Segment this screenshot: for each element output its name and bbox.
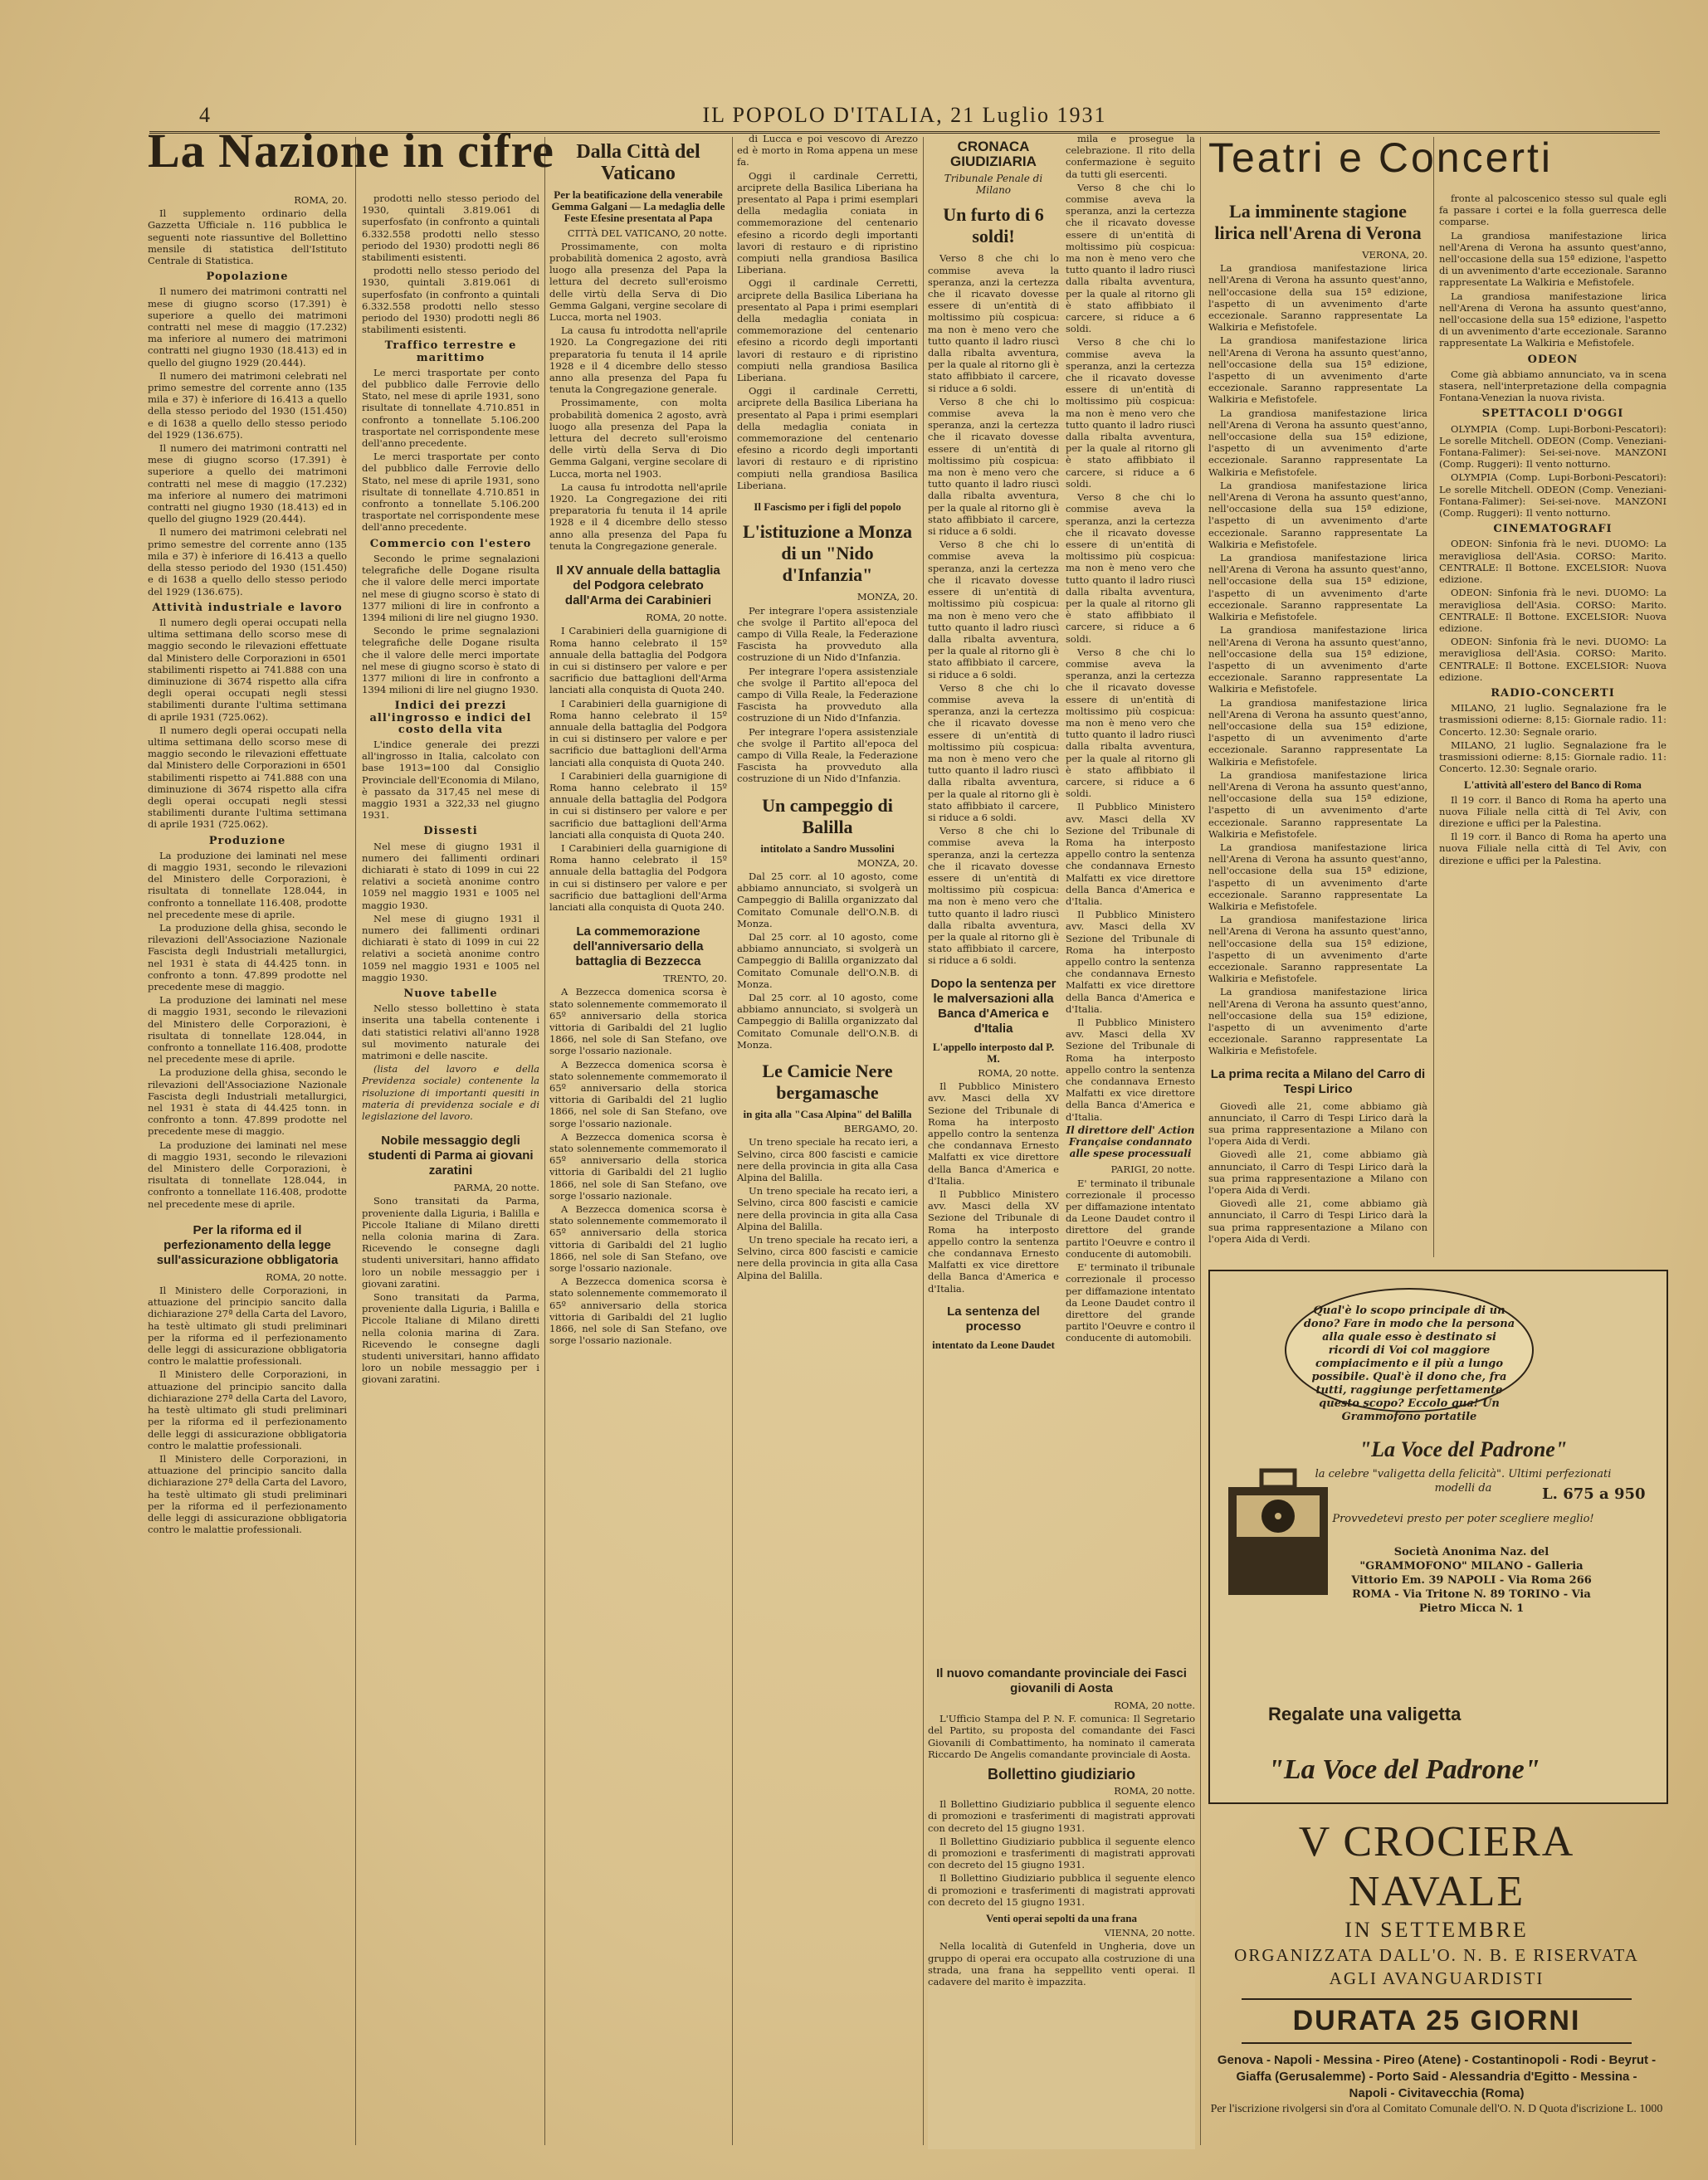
article-paragraph: Verso 8 che chi lo commise aveva la speranza, anzi la certezza che il ricavato dovesse essere di un'entità di moltissimo più cospicua: ma non è meno vero che tutto quanto il ladro riuscì dalla ribalta avventura, per la quale al ritorno gli è stato affibbiato il carcere, si riduce a 6 soldi. (1066, 336, 1195, 490)
section-heading: Attività industriale e lavoro (152, 601, 343, 614)
article-paragraph: L'indice generale dei prezzi all'ingrosso in Italia, calcolato con base 1913=100 dal Consiglio Provinciale dell'Economia di Milano, è passato da 317,45 nel mese di maggio 1931 a 322,33 nel giugno 1931. (362, 738, 539, 822)
section-heading: Traffico terrestre e marittimo (384, 339, 517, 364)
dateline: ROMA, 20. (294, 194, 347, 206)
article-paragraph: Il Pubblico Ministero avv. Masci della XV Sezione del Tribunale di Roma ha interposto appello contro la sentenza che condannava Ernesto Malfatti ex vice direttore della Banca d'America e d'Italia. (1066, 1017, 1195, 1123)
ad-slogan: Regalate una valigetta (1268, 1704, 1462, 1724)
article-paragraph: (lista del lavoro e della Previdenza sociale) contenente la risoluzione di importanti quesiti in materia di previdenza sociale e di legislazione del lavoro. (362, 1063, 539, 1123)
article-paragraph: Verso 8 che chi lo commise aveva la speranza, anzi la certezza che il ricavato dovesse essere di un'entità di moltissimo più cospicua: ma non è meno vero che tutto quanto il ladro riuscì dalla ribalta avventura, per la quale al ritorno gli è stato affibbiato il carcere, si riduce a 6 soldi. (928, 539, 1059, 680)
ad-tagline: la celebre "valigetta della felicità". Ultimi perfezionati modelli da (1315, 1468, 1612, 1495)
article-paragraph: Le merci trasportate per conto del pubblico dalle Ferrovie dello Stato, nel mese di aprile 1931, sono risultate di tonnellate 4.710.851 in confronto a tonnellate 5.106.200 trasportate nel corrispondente mese dell'anno precedente. (362, 451, 539, 534)
dateline: ROMA, 20 notte. (1114, 1785, 1195, 1797)
article-paragraph: Giovedì alle 21, come abbiamo già annunciato, il Carro di Tespi Lirico darà la sua prima rappresentazione a Milano con l'opera Aida di Verdi. (1208, 1197, 1427, 1245)
article-paragraph: Il Bollettino Giudiziario pubblica il seguente elenco di promozioni e trasferimenti di magistrati approvati con decreto del 15 giugno 1931. (928, 1872, 1195, 1908)
section-heading: CINEMATOGRAFI (1493, 523, 1613, 536)
column-4 (737, 133, 918, 2149)
article-paragraph: Dal 25 corr. al 10 agosto, come abbiamo annunciato, si svolgerà un Campeggio di Balilla organizzato dal Comitato Comunale dell'O.N.B. di Monza. (737, 870, 918, 929)
article-paragraph: Sono transitati da Parma, proveniente dalla Liguria, i Balilla e Piccole Italiane di Milano diretti nella colonia marina di Zara. Ricevendo le consegne dagli studenti universitari, hanno affidato loro un nobile messaggio per i giovani zaratini. (362, 1291, 539, 1386)
article-paragraph: Il Pubblico Ministero avv. Masci della XV Sezione del Tribunale di Roma ha interposto appello contro la sentenza che condannava Ernesto Malfatti ex vice direttore della Banca d'America e d'Italia. (1066, 801, 1195, 907)
article-paragraph: E' terminato il tribunale correzionale il processo per diffamazione intentato da Leone Daudet contro il direttore del grande partito l'Oeuvre e contro il conducente di automobili. (1066, 1177, 1195, 1260)
article-paragraph: I Carabinieri della guarnigione di Roma hanno celebrato il 15º annuale della battaglia del Podgora in cui si distinsero per valore e per sacrificio due battaglioni dell'Arma lanciati alla conquista di Quota 240. (549, 769, 727, 841)
article-paragraph: La produzione dei laminati nel mese di maggio 1931, secondo le rilevazioni del Ministero delle Corporazioni, è risultata di tonnellate 128.044, in confronto a tonnellate 116.408, prodotte nel precedente mese di aprile. (148, 849, 347, 920)
article-paragraph: I Carabinieri della guarnigione di Roma hanno celebrato il 15º annuale della battaglia del Podgora in cui si distinsero per valore e per sacrificio due battaglioni dell'Arma lanciati alla conquista di Quota 240. (549, 841, 727, 913)
ad-speech-bubble: Qual'è lo scopo principale di un dono? Fare in modo che la persona alla quale esso è destinato si ricordi di Voi col maggiore compiacimento e il più a lungo possibile. Qual'è il dono che, fra tutti, raggiunge perfettamente questo scopo? Eccolo qua! Un Grammofono portatile (1285, 1288, 1534, 1412)
ad-call-to-action: Provvedetevi presto per poter scegliere meglio! (1332, 1513, 1594, 1525)
article-headline: Dopo la sentenza per le malversazioni alla Banca d'America e d'Italia (930, 976, 1057, 1036)
article-paragraph: La grandiosa manifestazione lirica nell'Arena di Verona ha assunto quest'anno, nell'occasione della sua 15ª edizione, l'aspetto di un avvenimento d'arte eccezionale. Saranno rappresentate La Walkiria e Mefistofele. (1439, 290, 1667, 349)
article-paragraph: Il Bollettino Giudiziario pubblica il seguente elenco di promozioni e trasferimenti di magistrati approvati con decreto del 15 giugno 1931. (928, 1835, 1195, 1871)
dateline: MONZA, 20. (856, 856, 918, 869)
article-paragraph: La produzione dei laminati nel mese di maggio 1931, secondo le rilevazioni del Ministero delle Corporazioni, è risultata di tonnellate 128.044, in confronto a tonnellate 116.408, prodotte nel precedente mese di aprile. (148, 994, 347, 1066)
article-paragraph: Come già abbiamo annunciato, va in scena stasera, nell'interpretazione della compagnia Fontana-Venezian la nuova rivista. (1439, 368, 1667, 404)
column-rule (1433, 137, 1434, 1257)
lower-articles (928, 1660, 1195, 2149)
dateline: ROMA, 20 notte. (978, 1067, 1059, 1079)
dateline: ROMA, 20 notte. (1114, 1700, 1195, 1711)
crociera-announcement (1208, 1817, 1665, 2149)
article-headline: La imminente stagione lirica nell'Arena di Verona (1214, 201, 1422, 243)
article-paragraph: La grandiosa manifestazione lirica nell'Arena di Verona ha assunto quest'anno, nell'occasione della sua 15ª edizione, l'aspetto di un avvenimento d'arte eccezionale. Saranno rappresentate La Walkiria e Mefistofele. (1439, 229, 1667, 289)
article-headline: Le Camicie Nere bergamasche (762, 1061, 893, 1103)
article-paragraph: Il Ministero delle Corporazioni, in attuazione del principio sancito dalla dichiarazione 27ª della Carta del Lavoro, ha testè ultimato gli studi preliminari per la riforma ed il perfezionamento delle leggi di assicurazione obbligatoria contro le malattie professionali. (148, 1452, 347, 1536)
article-paragraph: Verso 8 che chi lo commise aveva la speranza, anzi la certezza che il ricavato dovesse essere di un'entità di moltissimo più cospicua: ma non è meno vero che tutto quanto il ladro riuscì dalla ribalta avventura, per la quale al ritorno gli è stato affibbiato il carcere, si riduce a 6 soldi. (928, 681, 1059, 823)
article-paragraph: La grandiosa manifestazione lirica nell'Arena di Verona ha assunto quest'anno, nell'occasione della sua 15ª edizione, l'aspetto di un avvenimento d'arte eccezionale. Saranno rappresentate La Walkiria e Mefistofele. (1208, 986, 1427, 1057)
article-paragraph: Secondo le prime segnalazioni telegrafiche delle Dogane risulta che il valore delle merci importate nel mese di giugno scorso è stato di 1377 milioni di lire in confronto a 1394 milioni di lire nel giugno 1930. (362, 552, 539, 623)
listing-paragraph: ODEON: Sinfonia frà le nevi. DUOMO: La meravigliosa dell'Asia. CORSO: Marito. CENTRALE: Il Bottone. EXCELSIOR: Nuova edizione. (1439, 636, 1667, 683)
listing-paragraph: ODEON: Sinfonia frà le nevi. DUOMO: La meravigliosa dell'Asia. CORSO: Marito. CENTRALE: Il Bottone. EXCELSIOR: Nuova edizione. (1439, 587, 1667, 634)
article-paragraph: Il Pubblico Ministero avv. Masci della XV Sezione del Tribunale di Roma ha interposto appello contro la sentenza che condannava Ernesto Malfatti ex vice direttore della Banca d'America e d'Italia. (928, 1188, 1059, 1295)
article-paragraph: La grandiosa manifestazione lirica nell'Arena di Verona ha assunto quest'anno, nell'occasione della sua 15ª edizione, l'aspetto di un avvenimento d'arte eccezionale. Saranno rappresentate La Walkiria e Mefistofele. (1208, 696, 1427, 768)
listing-paragraph: ODEON: Sinfonia frà le nevi. DUOMO: La meravigliosa dell'Asia. CORSO: Marito. CENTRALE: Il Bottone. EXCELSIOR: Nuova edizione. (1439, 538, 1667, 586)
article-paragraph: A Bezzecca domenica scorsa è stato solennemente commemorato il 65º anniversario della storica vittoria di Garibaldi del 21 luglio 1866, nel sole di San Stefano, ove sorge l'ossario nazionale. (549, 1130, 727, 1202)
dateline: TRENTO, 20. (663, 973, 727, 985)
crociera-title: V CROCIERA NAVALE (1298, 1818, 1575, 1915)
article-headline: Dalla Città del Vaticano (576, 141, 700, 184)
section-masthead: Teatri e Concerti (1208, 134, 1554, 181)
article-subheadline: in gita alla "Casa Alpina" del Balilla (743, 1108, 912, 1120)
article-paragraph: A Bezzecca domenica scorsa è stato solennemente commemorato il 65º anniversario della storica vittoria di Garibaldi del 21 luglio 1866, nel sole di San Stefano, ove sorge l'ossario nazionale. (549, 1203, 727, 1275)
section-heading: Produzione (208, 834, 286, 847)
article-paragraph: La grandiosa manifestazione lirica nell'Arena di Verona ha assunto quest'anno, nell'occasione della sua 15ª edizione, l'aspetto di un avvenimento d'arte eccezionale. Saranno rappresentate La Walkiria e Mefistofele. (1208, 407, 1427, 478)
column-1 (148, 193, 347, 2151)
column-7 (1208, 193, 1427, 1263)
article-paragraph: Oggi il cardinale Cerretti, arciprete della Basilica Liberiana ha presentato al Papa i primi esemplari della medaglia coniata in commemorazione del centenario efesino a ricordo degli importanti lavori di restauro e di ripristino compiuti nella grandiosa Basilica Liberiana. (737, 385, 918, 491)
page-number: 4 (199, 103, 212, 127)
article-paragraph: Il Bollettino Giudiziario pubblica il seguente elenco di promozioni e trasferimenti di magistrati approvati con decreto del 15 giugno 1931. (928, 1798, 1195, 1834)
crociera-duration: DURATA 25 GIORNI (1242, 1998, 1632, 2044)
article-paragraph: Per integrare l'opera assistenziale che svolge il Partito all'epoca del campo di Villa Reale, la Federazione Fascista ha provveduto alla costruzione di un Nido d'Infanzia. (737, 604, 918, 664)
article-paragraph: Giovedì alle 21, come abbiamo già annunciato, il Carro di Tespi Lirico darà la sua prima rappresentazione a Milano con l'opera Aida di Verdi. (1208, 1100, 1427, 1148)
article-subheadline: Per la beatificazione della venerabile Gemma Galgani — La medaglia delle Feste Efesine presentata al Papa (551, 188, 725, 225)
listing-paragraph: OLYMPIA (Comp. Lupi-Borboni-Pescatori): Le sorelle Mitchell. ODEON (Comp. Veneziani-Fontana-Falimer): Sei-sei-nove. MANZONI (Comp. Ruggeri): Il vento notturno. (1439, 422, 1667, 471)
article-paragraph: A Bezzecca domenica scorsa è stato solennemente commemorato il 65º anniversario della storica vittoria di Garibaldi del 21 luglio 1866, nel sole di San Stefano, ove sorge l'ossario nazionale. (549, 1058, 727, 1129)
article-paragraph: Nella località di Gutenfeld in Ungheria, dove un gruppo di operai era occupato alla costruzione di una strada, una frana ha seppellito venti operai. Il cadavere del marito è impazzita. (928, 1940, 1195, 1988)
ad-price: L. 675 a 950 (1542, 1485, 1646, 1503)
article-headline: La prima recita a Milano del Carro di Tespi Lirico (1210, 1066, 1426, 1096)
article-headline: Un furto di 6 soldi! (943, 204, 1044, 247)
article-paragraph: Il Pubblico Ministero avv. Masci della XV Sezione del Tribunale di Roma ha interposto appello contro la sentenza che condannava Ernesto Malfatti ex vice direttore della Banca d'America e d'Italia. (928, 1080, 1059, 1187)
article-headline: La commemorazione dell'anniversario della battaglia di Bezzecca (573, 924, 704, 969)
article-paragraph: La grandiosa manifestazione lirica nell'Arena di Verona ha assunto quest'anno, nell'occasione della sua 15ª edizione, l'aspetto di un avvenimento d'arte eccezionale. Saranno rappresentate La Walkiria e Mefistofele. (1208, 768, 1427, 840)
column-rule (923, 137, 924, 2145)
column-2 (362, 193, 539, 2151)
article-paragraph: Verso 8 che chi lo commise aveva la speranza, anzi la certezza che il ricavato dovesse essere di un'entità di moltissimo più cospicua: ma non è meno vero che tutto quanto il ladro riuscì dalla ribalta avventura, per la quale al ritorno gli è stato affibbiato il carcere, si riduce a 6 soldi. (928, 252, 1059, 394)
article-headline: Il XV annuale della battaglia del Podgora celebrato dall'Arma dei Carabinieri (556, 563, 720, 608)
article-paragraph: Il numero degli operai occupati nella ultima settimana dello scorso mese di maggio secondo le rilevazioni effettuate dal Ministero delle Corporazioni in 6501 stabilimenti rispetto ai 741.888 con una diminuzione di 3674 rispetto alla cifra degli operai occupati negli stessi stabilimenti durante l'ultima settimana di aprile 1931 (725.062). (148, 616, 347, 723)
article-paragraph: prodotti nello stesso periodo del 1930, quintali 3.819.061 di superfosfato (in confronto a quintali 6.332.558 prodotti nello stesso periodo del 1930) prodotti negli 86 stabilimenti esistenti. (362, 265, 539, 336)
section-heading: Popolazione (206, 271, 289, 284)
dateline: VIENNA, 20 notte. (1104, 1927, 1195, 1939)
crociera-info: Per l'iscrizione rivolgersi sin d'ora al Comitato Comunale dell'O. N. D Quota d'iscrizione L. 1000 (1210, 2103, 1663, 2115)
article-subheadline: Tribunale Penale di Milano (944, 173, 1043, 197)
article-headline: CRONACA GIUDIZIARIA (950, 139, 1037, 169)
article-paragraph: Per integrare l'opera assistenziale che svolge il Partito all'epoca del campo di Villa Reale, la Federazione Fascista ha provveduto alla costruzione di un Nido d'Infanzia. (737, 725, 918, 785)
masthead-title: IL POPOLO D'ITALIA, 21 Luglio 1931 (702, 103, 1107, 127)
section-heading: Indici dei prezzi all'ingrosso e indici del costo della vita (369, 700, 532, 736)
article-paragraph: di Lucca e poi vescovo di Arezzo ed è morto in Roma appena un mese fa. (737, 133, 918, 168)
article-subheadline: Il Fascismo per i figli del popolo (754, 500, 901, 514)
dateline: CITTÀ DEL VATICANO, 20 notte. (567, 227, 727, 239)
article-paragraph: Verso 8 che chi lo commise aveva la speranza, anzi la certezza che il ricavato dovesse essere di un'entità di moltissimo più cospicua: ma non è meno vero che tutto quanto il ladro riuscì dalla ribalta avventura, per la quale al ritorno gli è stato affibbiato il carcere, si riduce a 6 soldi. (1066, 491, 1195, 645)
article-paragraph: Il 19 corr. il Banco di Roma ha aperto una nuova Filiale nella città di Tel Aviv, con direzione e uffici per la Palestina. (1439, 831, 1667, 866)
article-paragraph: Il numero degli operai occupati nella ultima settimana dello scorso mese di maggio secondo le rilevazioni effettuate dal Ministero delle Corporazioni in 6501 stabilimenti rispetto ai 741.888 con una diminuzione di 3674 rispetto alla cifra degli operai occupati negli stessi stabilimenti durante l'ultima settimana di aprile 1931 (725.062). (148, 724, 347, 831)
ad-brand-footer: "La Voce del Padrone" (1268, 1754, 1540, 1785)
article-paragraph: E' terminato il tribunale correzionale il processo per diffamazione intentato da Leone Daudet contro il direttore del grande partito l'Oeuvre e contro il conducente di automobili. (1066, 1261, 1195, 1344)
article-paragraph: Nel mese di giugno 1931 il numero dei fallimenti ordinari dichiarati è stato di 1099 in cui 22 relativi a società anonime contro 1059 nel maggio 1931 e 1005 nel maggio 1930. (362, 912, 539, 983)
section-heading: SPETTACOLI D'OGGI (1481, 407, 1624, 421)
article-headline: Il nuovo comandante provinciale dei Fasci giovanili di Aosta (936, 1666, 1187, 1695)
article-paragraph: Prossimamente, con molta probabilità domenica 2 agosto, avrà luogo alla presenza del Papa la lettura del decreto sull'eroismo delle virtù della Serva di Dio Gemma Galgani, vergine secolare di Lucca, morta nel 1903. (549, 240, 727, 324)
article-paragraph: La grandiosa manifestazione lirica nell'Arena di Verona ha assunto quest'anno, nell'occasione della sua 15ª edizione, l'aspetto di un avvenimento d'arte eccezionale. Saranno rappresentate La Walkiria e Mefistofele. (1208, 334, 1427, 406)
article-paragraph: La produzione della ghisa, secondo le rilevazioni dell'Associazione Nazionale Fascista degli Industriali metallurgici, nel 1931 è stata di 44.425 tonn. in confronto a tonn. 47.899 prodotte nel precedente mese di maggio. (148, 1066, 347, 1138)
article-paragraph: Nello stesso bollettino è stata inserita una tabella contenente i dati statistici relativi all'anno 1928 sul movimento naturale dei matrimoni e delle nascite. (362, 1002, 539, 1062)
listing-paragraph: MILANO, 21 luglio. Segnalazione fra le trasmissioni odierne: 8,15: Giornale radio. 11: Concerto. 12.30: Segnale orario. (1439, 702, 1667, 738)
crociera-subtitle: IN SETTEMBRE (1344, 1918, 1529, 1942)
article-paragraph: Oggi il cardinale Cerretti, arciprete della Basilica Liberiana ha presentato al Papa i primi esemplari della medaglia coniata in commemorazione del centenario efesino a ricordo degli importanti lavori di restauro e di ripristino compiuti nella grandiosa Basilica Liberiana. (737, 169, 918, 276)
article-paragraph: Il Ministero delle Corporazioni, in attuazione del principio sancito dalla dichiarazione 27ª della Carta del Lavoro, ha testè ultimato gli studi preliminari per la riforma ed il perfezionamento delle leggi di assicurazione obbligatoria contro le malattie professionali. (148, 1285, 347, 1368)
article-paragraph: I Carabinieri della guarnigione di Roma hanno celebrato il 15º annuale della battaglia del Podgora in cui si distinsero per valore e per sacrificio due battaglioni dell'Arma lanciati alla conquista di Quota 240. (549, 697, 727, 768)
article-paragraph: Un treno speciale ha recato ieri, a Selvino, circa 800 fascisti e camicie nere della provincia in gita alla Casa Alpina del Balilla. (737, 1234, 918, 1281)
column-3 (549, 133, 727, 2149)
article-paragraph: La grandiosa manifestazione lirica nell'Arena di Verona ha assunto quest'anno, nell'occasione della sua 15ª edizione, l'aspetto di un avvenimento d'arte eccezionale. Saranno rappresentate La Walkiria e Mefistofele. (1208, 479, 1427, 550)
listing-paragraph: OLYMPIA (Comp. Lupi-Borboni-Pescatori): Le sorelle Mitchell. ODEON (Comp. Veneziani-Fontana-Falimer): Sei-sei-nove. MANZONI (Comp. Ruggeri): Il vento notturno. (1439, 471, 1667, 519)
article-paragraph: Dal 25 corr. al 10 agosto, come abbiamo annunciato, si svolgerà un Campeggio di Balilla organizzato dal Comitato Comunale dell'O.N.B. di Monza. (737, 991, 918, 1051)
article-subheadline: L'appello interposto dal P. M. (932, 1040, 1055, 1065)
article-paragraph: Un treno speciale ha recato ieri, a Selvino, circa 800 fascisti e camicie nere della provincia in gita alla Casa Alpina del Balilla. (737, 1185, 918, 1232)
section-heading: RADIO-CONCERTI (1491, 686, 1615, 700)
article-paragraph: I Carabinieri della guarnigione di Roma hanno celebrato il 15º annuale della battaglia del Podgora in cui si distinsero per valore e per sacrificio due battaglioni dell'Arma lanciati alla conquista di Quota 240. (549, 625, 727, 696)
article-paragraph: La produzione dei laminati nel mese di maggio 1931, secondo le rilevazioni del Ministero delle Corporazioni, è risultata di tonnellate 128.044, in confronto a tonnellate 116.408, prodotte nel precedente mese di aprile. (148, 1139, 347, 1210)
article-subheadline: L'attività all'estero del Banco di Roma (1464, 778, 1642, 792)
article-paragraph: Verso 8 che chi lo commise aveva la speranza, anzi la certezza che il ricavato dovesse essere di un'entità di moltissimo più cospicua: ma non è meno vero che tutto quanto il ladro riuscì dalla ribalta avventura, per la quale al ritorno gli è stato affibbiato il carcere, si riduce a 6 soldi. (1066, 181, 1195, 335)
main-headline: La Nazione in cifre (148, 124, 554, 178)
article-paragraph: La causa fu introdotta nell'aprile 1920. La Congregazione dei riti preparatoria fu tenuta il 14 aprile 1928 e il 4 dicembre dello stesso anno alla presenza del Papa fu tenuta la Congregazione generale. (549, 480, 727, 552)
article-paragraph: Il Ministero delle Corporazioni, in attuazione del principio sancito dalla dichiarazione 27ª della Carta del Lavoro, ha testè ultimato gli studi preliminari per la riforma ed il perfezionamento delle leggi di assicurazione obbligatoria contro le malattie professionali. (148, 1368, 347, 1451)
article-paragraph: Il numero dei matrimoni contratti nel mese di giugno scorso (17.391) è superiore a quello dei matrimoni contratti nel mese di maggio (17.232) ma inferiore al numero dei matrimoni contratti nel giugno 1930 (18.413) ed in quello del giugno 1929 (20.444). (148, 442, 347, 525)
article-headline: Bollettino giudiziario (988, 1766, 1135, 1783)
article-headline: L'istituzione a Monza di un "Nido d'Infanzia" (742, 521, 913, 586)
article-paragraph: mila e prosegue la celebrazione. Il rito della confermazione è seguito da tutti gli esercenti. (1066, 133, 1195, 180)
article-paragraph: Il numero dei matrimoni celebrati nel primo semestre del corrente anno (135 mila e 37) è inferiore di 16.413 a quello della stesso periodo del 1930 (151.450) e di 1638 a quello dello stesso periodo del 1929 (136.675). (148, 369, 347, 441)
dateline: PARIGI, 20 notte. (1110, 1163, 1195, 1176)
column-rule (1200, 137, 1201, 2145)
article-paragraph: Dal 25 corr. al 10 agosto, come abbiamo annunciato, si svolgerà un Campeggio di Balilla organizzato dal Comitato Comunale dell'O.N.B. di Monza. (737, 930, 918, 990)
article-paragraph: Un treno speciale ha recato ieri, a Selvino, circa 800 fascisti e camicie nere della provincia in gita alla Casa Alpina del Balilla. (737, 1136, 918, 1184)
article-paragraph: La grandiosa manifestazione lirica nell'Arena di Verona ha assunto quest'anno, nell'occasione della sua 15ª edizione, l'aspetto di un avvenimento d'arte eccezionale. Saranno rappresentate La Walkiria e Mefistofele. (1208, 262, 1427, 334)
article-subheadline: Il direttore dell' Action Française condannato alle spese processuali (1066, 1124, 1195, 1160)
article-paragraph: La grandiosa manifestazione lirica nell'Arena di Verona ha assunto quest'anno, nell'occasione della sua 15ª edizione, l'aspetto di un avvenimento d'arte eccezionale. Saranno rappresentate La Walkiria e Mefistofele. (1208, 624, 1427, 695)
dateline: BERGAMO, 20. (843, 1123, 918, 1135)
column-rule (355, 137, 356, 2145)
article-paragraph: Nel mese di giugno 1931 il numero dei fallimenti ordinari dichiarati è stato di 1099 in cui 22 relativi a società anonime contro 1059 nel maggio 1931 e 1005 nel maggio 1930. (362, 840, 539, 911)
crociera-organizer: ORGANIZZATA DALL'O. N. B. E RISERVATA AGLI AVANGUARDISTI (1234, 1945, 1639, 1988)
dateline: ROMA, 20 notte. (266, 1270, 347, 1283)
article-paragraph: La grandiosa manifestazione lirica nell'Arena di Verona ha assunto quest'anno, nell'occasione della sua 15ª edizione, l'aspetto di un avvenimento d'arte eccezionale. Saranno rappresentate La Walkiria e Mefistofele. (1208, 914, 1427, 985)
article-headline: Per la riforma ed il perfezionamento della legge sull'assicurazione obbligatoria (156, 1222, 339, 1267)
article-paragraph: Verso 8 che chi lo commise aveva la speranza, anzi la certezza che il ricavato dovesse essere di un'entità di moltissimo più cospicua: ma non è meno vero che tutto quanto il ladro riuscì dalla ribalta avventura, per la quale al ritorno gli è stato affibbiato il carcere, si riduce a 6 soldi. (928, 395, 1059, 538)
article-paragraph: Il 19 corr. il Banco di Roma ha aperto una nuova Filiale nella città di Tel Aviv, con direzione e uffici per la Palestina. (1439, 793, 1667, 829)
article-headline: La sentenza del processo (947, 1304, 1040, 1334)
article-paragraph: Per integrare l'opera assistenziale che svolge il Partito all'epoca del campo di Villa Reale, la Federazione Fascista ha provveduto alla costruzione di un Nido d'Infanzia. (737, 665, 918, 724)
article-paragraph: Il numero dei matrimoni contratti nel mese di giugno scorso (17.391) è superiore a quello dei matrimoni contratti nel mese di maggio (17.232) ma inferiore al numero dei matrimoni contratti nel giugno 1930 (18.413) ed in quello del giugno 1929 (20.444). (148, 285, 347, 368)
ad-brand-title: "La Voce del Padrone" (1359, 1437, 1568, 1461)
article-paragraph: A Bezzecca domenica scorsa è stato solennemente commemorato il 65º anniversario della storica vittoria di Garibaldi del 21 luglio 1866, nel sole di San Stefano, ove sorge l'ossario nazionale. (549, 1275, 727, 1347)
article-paragraph: La grandiosa manifestazione lirica nell'Arena di Verona ha assunto quest'anno, nell'occasione della sua 15ª edizione, l'aspetto di un avvenimento d'arte eccezionale. Saranno rappresentate La Walkiria e Mefistofele. (1208, 552, 1427, 623)
section-heading: ODEON (1527, 353, 1579, 366)
dateline: ROMA, 20 notte. (646, 612, 727, 624)
article-paragraph: Il numero dei matrimoni celebrati nel primo semestre del corrente anno (135 mila e 37) è inferiore di 16.413 a quello della stesso periodo del 1930 (151.450) e di 1638 a quello dello stesso periodo del 1929 (136.675). (148, 526, 347, 597)
dateline: VERONA, 20. (1362, 249, 1427, 261)
article-subheadline: Venti operai sepolti da una frana (986, 1912, 1137, 1925)
article-paragraph: Prossimamente, con molta probabilità domenica 2 agosto, avrà luogo alla presenza del Papa la lettura del decreto sull'eroismo delle virtù della Serva di Dio Gemma Galgani, vergine secolare di Lucca, morta nel 1903. (549, 397, 727, 480)
article-headline: Un campeggio di Balilla (762, 794, 893, 837)
article-subheadline: intitolato a Sandro Mussolini (760, 841, 895, 855)
article-paragraph: Le merci trasportate per conto del pubblico dalle Ferrovie dello Stato, nel mese di aprile 1931, sono risultate di tonnellate 4.710.851 in confronto a tonnellate 5.106.200 trasportate nel corrispondente mese dell'anno precedente. (362, 366, 539, 450)
section-heading: Nuove tabelle (403, 988, 498, 1000)
article-paragraph: Oggi il cardinale Cerretti, arciprete della Basilica Liberiana ha presentato al Papa i primi esemplari della medaglia coniata in commemorazione del centenario efesino a ricordo degli importanti lavori di restauro e di ripristino compiuti nella grandiosa Basilica Liberiana. (737, 277, 918, 384)
teatri-header (1208, 133, 1667, 191)
column-8 (1439, 193, 1667, 1263)
column-rule (732, 137, 733, 2145)
article-paragraph: Verso 8 che chi lo commise aveva la speranza, anzi la certezza che il ricavato dovesse essere di un'entità di moltissimo più cospicua: ma non è meno vero che tutto quanto il ladro riuscì dalla ribalta avventura, per la quale al ritorno gli è stato affibbiato il carcere, si riduce a 6 soldi. (928, 825, 1059, 967)
article-paragraph: Sono transitati da Parma, proveniente dalla Liguria, i Balilla e Piccole Italiane di Milano diretti nella colonia marina di Zara. Ricevendo le consegne dagli studenti universitari, hanno affidato loro un nobile messaggio per i giovani zaratini. (362, 1195, 539, 1290)
article-paragraph: L'Ufficio Stampa del P. N. F. comunica: Il Segretario del Partito, su proposta del comandante dei Fasci Giovanili di Combattimento, ha nominato il camerata Riccardo De Angelis comandante provinciale di Aosta. (928, 1713, 1195, 1760)
article-paragraph: prodotti nello stesso periodo del 1930, quintali 3.819.061 di superfosfato (in confronto a quintali 6.332.558 prodotti nello stesso periodo del 1930) prodotti negli 86 stabilimenti esistenti. (362, 193, 539, 264)
section-heading: Dissesti (423, 825, 478, 838)
dateline: PARMA, 20 notte. (453, 1182, 539, 1194)
article-paragraph: La produzione della ghisa, secondo le rilevazioni dell'Associazione Nazionale Fascista degli Industriali metallurgici, nel 1931 è stata di 44.425 tonn. in confronto a tonn. 47.899 prodotte nel precedente mese di maggio. (148, 921, 347, 992)
article-paragraph: Giovedì alle 21, come abbiamo già annunciato, il Carro di Tespi Lirico darà la sua prima rappresentazione a Milano con l'opera Aida di Verdi. (1208, 1149, 1427, 1197)
article-paragraph: Il Pubblico Ministero avv. Masci della XV Sezione del Tribunale di Roma ha interposto appello contro la sentenza che condannava Ernesto Malfatti ex vice direttore della Banca d'America e d'Italia. (1066, 909, 1195, 1015)
article-subheadline: intentato da Leone Daudet (932, 1338, 1055, 1351)
section-heading: Commercio con l'estero (369, 537, 532, 550)
dateline: MONZA, 20. (856, 591, 918, 603)
column-rule (544, 137, 545, 2145)
article-paragraph: La causa fu introdotta nell'aprile 1920. La Congregazione dei riti preparatoria fu tenuta il 14 aprile 1928 e il 4 dicembre dello stesso anno alla presenza del Papa fu tenuta la Congregazione generale. (549, 324, 727, 396)
article-paragraph: Verso 8 che chi lo commise aveva la speranza, anzi la certezza che il ricavato dovesse essere di un'entità di moltissimo più cospicua: ma non è meno vero che tutto quanto il ladro riuscì dalla ribalta avventura, per la quale al ritorno gli è stato affibbiato il carcere, si riduce a 6 soldi. (1066, 646, 1195, 800)
crociera-route: Genova - Napoli - Messina - Pireo (Atene) - Costantinopoli - Rodi - Beyrut - Giaffa (Gerusalemme) - Porto Said - Alessandria d'Egitto - Messina - Napoli - Civitavecchia (Roma) (1217, 2053, 1657, 2100)
article-paragraph: A Bezzecca domenica scorsa è stato solennemente commemorato il 65º anniversario della storica vittoria di Garibaldi del 21 luglio 1866, nel sole di San Stefano, ove sorge l'ossario nazionale. (549, 986, 727, 1057)
gramophone-advertisement (1208, 1270, 1668, 1804)
article-headline: Nobile messaggio degli studenti di Parma ai giovani zaratini (368, 1134, 534, 1178)
article-paragraph: La grandiosa manifestazione lirica nell'Arena di Verona ha assunto quest'anno, nell'occasione della sua 15ª edizione, l'aspetto di un avvenimento d'arte eccezionale. Saranno rappresentate La Walkiria e Mefistofele. (1208, 841, 1427, 912)
ad-company-addresses: Società Anonima Naz. del "GRAMMOFONO" MILANO - Galleria Vittorio Em. 39 NAPOLI - Via Roma 266 ROMA - Via Tritone N. 89 TORINO - Via Pietro Micca N. 1 (1351, 1546, 1592, 1615)
article-paragraph: Il supplemento ordinario della Gazzetta Ufficiale n. 116 pubblica le seguenti note riassuntive del Bollettino mensile di statistica dell'Istituto Centrale di Statistica. (148, 207, 347, 267)
article-paragraph: fronte al palcoscenico stesso sul quale egli fa passare i cortei e la folla guerresca delle comparse. (1439, 193, 1667, 228)
article-paragraph: Secondo le prime segnalazioni telegrafiche delle Dogane risulta che il valore delle merci importate nel mese di giugno scorso è stato di 1377 milioni di lire in confronto a 1394 milioni di lire nel giugno 1930. (362, 625, 539, 696)
listing-paragraph: MILANO, 21 luglio. Segnalazione fra le trasmissioni odierne: 8,15: Giornale radio. 11: Concerto. 12.30: Segnale orario. (1439, 739, 1667, 775)
